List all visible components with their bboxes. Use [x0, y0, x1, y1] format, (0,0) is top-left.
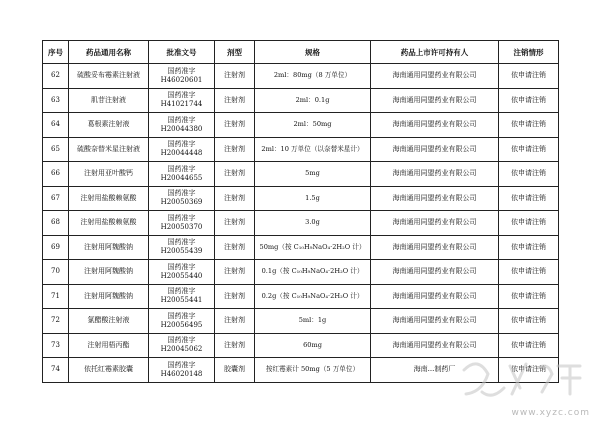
cell-approval: 国药准字 H20056495 [149, 309, 215, 334]
header-approval: 批准文号 [149, 41, 215, 64]
cell-status: 依申请注销 [499, 211, 559, 236]
header-status: 注销情形 [499, 41, 559, 64]
header-no: 序号 [43, 41, 69, 64]
cell-status: 依申请注销 [499, 186, 559, 211]
cell-name: 硫酸奈替米星注射液 [69, 137, 149, 162]
table-row [43, 309, 559, 334]
cell-spec: 2ml：10 万单位（以奈替米星计） [255, 137, 371, 162]
cell-status: 依申请注销 [499, 309, 559, 334]
cell-status: 依申请注销 [499, 358, 559, 383]
cell-no: 62 [43, 64, 69, 89]
cell-form: 注射剂 [215, 88, 255, 113]
cell-no: 67 [43, 186, 69, 211]
cell-form: 注射剂 [215, 211, 255, 236]
cell-approval: 国药准字 H20044380 [149, 113, 215, 138]
cell-name: 硫酸妥布霉素注射液 [69, 64, 149, 89]
table-row [43, 235, 559, 260]
cell-status: 依申请注销 [499, 64, 559, 89]
document-page [42, 40, 558, 383]
table-row [43, 88, 559, 113]
watermark-url: www.xyzc.com [511, 408, 590, 418]
cell-no: 64 [43, 113, 69, 138]
cell-form: 注射剂 [215, 333, 255, 358]
cell-holder: 海南通用同盟药业有限公司 [371, 260, 499, 285]
cell-status: 依申请注销 [499, 113, 559, 138]
cell-approval: 国药准字 H20044655 [149, 162, 215, 187]
table-row [43, 113, 559, 138]
cell-form: 注射剂 [215, 260, 255, 285]
cell-name: 注射用亚叶酸钙 [69, 162, 149, 187]
cell-form: 注射剂 [215, 64, 255, 89]
cell-no: 71 [43, 284, 69, 309]
cell-status: 依申请注销 [499, 162, 559, 187]
cell-no: 69 [43, 235, 69, 260]
table-row [43, 260, 559, 285]
cell-name: 依托红霉素胶囊 [69, 358, 149, 383]
cell-name: 氯醋酸注射液 [69, 309, 149, 334]
table-row [43, 284, 559, 309]
cell-form: 胶囊剂 [215, 358, 255, 383]
cell-holder: 海南通用同盟药业有限公司 [371, 88, 499, 113]
cell-name: 注射用阿魏酸钠 [69, 235, 149, 260]
cell-approval: 国药准字 H20045062 [149, 333, 215, 358]
cell-spec: 2ml：50mg [255, 113, 371, 138]
cell-spec: 2ml：0.1g [255, 88, 371, 113]
cell-spec: 50mg（按 C₁₀H₉NaO₄·2H₂O 计） [255, 235, 371, 260]
cell-holder: 海南通用同盟药业有限公司 [371, 162, 499, 187]
cell-spec: 3.0g [255, 211, 371, 236]
cell-no: 73 [43, 333, 69, 358]
cell-no: 72 [43, 309, 69, 334]
header-name: 药品通用名称 [69, 41, 149, 64]
cell-name: 肌苷注射液 [69, 88, 149, 113]
cell-no: 66 [43, 162, 69, 187]
table-row [43, 186, 559, 211]
cell-holder: 海南通用同盟药业有限公司 [371, 64, 499, 89]
cell-form: 注射剂 [215, 162, 255, 187]
cell-holder: 海南通用同盟药业有限公司 [371, 284, 499, 309]
table-row [43, 137, 559, 162]
cell-holder: 海南通用同盟药业有限公司 [371, 333, 499, 358]
cell-name: 注射用盐酸赖氨酸 [69, 186, 149, 211]
cell-holder: 海南通用同盟药业有限公司 [371, 113, 499, 138]
cell-holder: 海南通用同盟药业有限公司 [371, 137, 499, 162]
cell-no: 70 [43, 260, 69, 285]
cell-approval: 国药准字 H41021744 [149, 88, 215, 113]
cell-name: 注射用阿魏酸钠 [69, 284, 149, 309]
header-form: 剂型 [215, 41, 255, 64]
cell-approval: 国药准字 H46020601 [149, 64, 215, 89]
cell-no: 74 [43, 358, 69, 383]
table-row [43, 211, 559, 236]
cell-status: 依申请注销 [499, 137, 559, 162]
cell-name: 注射用梧丙酯 [69, 333, 149, 358]
cell-form: 注射剂 [215, 284, 255, 309]
cell-form: 注射剂 [215, 186, 255, 211]
cell-form: 注射剂 [215, 235, 255, 260]
table-row [43, 162, 559, 187]
cell-spec: 2ml：80mg（8 万单位） [255, 64, 371, 89]
cell-spec: 0.1g（按 C₁₀H₉NaO₄·2H₂O 计） [255, 260, 371, 285]
cell-approval: 国药准字 H20044448 [149, 137, 215, 162]
cell-form: 注射剂 [215, 137, 255, 162]
cell-spec: 5ml：1g [255, 309, 371, 334]
cell-status: 依申请注销 [499, 235, 559, 260]
cell-approval: 国药准字 H46020148 [149, 358, 215, 383]
table-row [43, 64, 559, 89]
cell-name: 葛根素注射液 [69, 113, 149, 138]
cell-spec: 按红霉素计 50mg（5 万单位） [255, 358, 371, 383]
cell-holder: 海南通用同盟药业有限公司 [371, 309, 499, 334]
cell-status: 依申请注销 [499, 284, 559, 309]
cell-approval: 国药准字 H20055440 [149, 260, 215, 285]
cell-approval: 国药准字 H20050370 [149, 211, 215, 236]
cell-spec: 1.5g [255, 186, 371, 211]
cell-form: 注射剂 [215, 113, 255, 138]
cell-approval: 国药准字 H20050369 [149, 186, 215, 211]
cell-no: 63 [43, 88, 69, 113]
cell-approval: 国药准字 H20055439 [149, 235, 215, 260]
cell-no: 68 [43, 211, 69, 236]
cell-spec: 0.2g（按 C₁₀H₉NaO₄·2H₂O 计） [255, 284, 371, 309]
cell-approval: 国药准字 H20055441 [149, 284, 215, 309]
cell-spec: 5mg [255, 162, 371, 187]
table-header-row [43, 41, 559, 64]
drug-cancellation-table [42, 40, 559, 383]
cell-name: 注射用盐酸赖氨酸 [69, 211, 149, 236]
cell-no: 65 [43, 137, 69, 162]
cell-spec: 60mg [255, 333, 371, 358]
cell-holder: 海南...制药厂 [371, 358, 499, 383]
cell-holder: 海南通用同盟药业有限公司 [371, 235, 499, 260]
cell-holder: 海南通用同盟药业有限公司 [371, 211, 499, 236]
cell-status: 依申请注销 [499, 260, 559, 285]
header-holder: 药品上市许可持有人 [371, 41, 499, 64]
cell-status: 依申请注销 [499, 333, 559, 358]
cell-status: 依申请注销 [499, 88, 559, 113]
header-spec: 规格 [255, 41, 371, 64]
cell-holder: 海南通用同盟药业有限公司 [371, 186, 499, 211]
cell-form: 注射剂 [215, 309, 255, 334]
cell-name: 注射用阿魏酸钠 [69, 260, 149, 285]
